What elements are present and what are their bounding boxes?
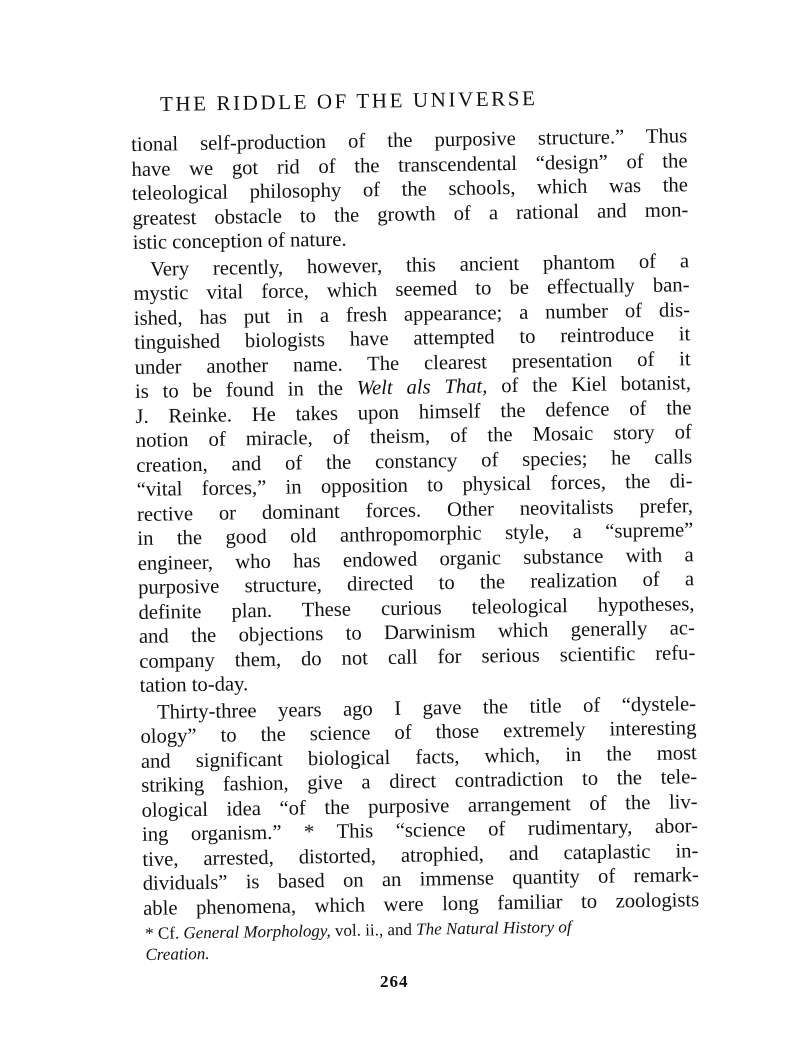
text-line: istic conception of nature.: [132, 228, 347, 254]
text-line: company them, do not call for serious scientific refu-: [139, 641, 696, 673]
text-line: able phenomena, which were long familiar to zoologists: [143, 888, 700, 920]
text-line: ing organism.” * This “science of rudimentary, abor-: [141, 815, 699, 846]
text-segment: is to be found in the: [134, 377, 357, 403]
text-line: notion of miracle, of theism, of the Mosaic story of: [135, 421, 692, 452]
text-line: ology” to the science of those extremely interesting: [140, 717, 697, 748]
text-line: under another name. The clearest presentation of it: [134, 347, 691, 379]
text-line: ished, has put in a fresh appearance; a number of dis-: [133, 298, 691, 330]
footnote-marker: * Cf.: [145, 923, 184, 943]
text-segment: of the Kiel botanist,: [487, 372, 692, 398]
text-line: striking fashion, give a direct contradiction to the tele-: [141, 766, 698, 797]
text-line: have we got rid of the transcendental “design” of the: [131, 149, 688, 181]
text-line: tation to-day.: [139, 673, 249, 697]
footnote-text: vol. ii., and: [330, 919, 417, 941]
body-text: [131, 124, 703, 921]
text-line: dividuals” is based on an immense quantity of remark-: [142, 864, 699, 895]
text-line: mystic vital force, which seemed to be effectually ban-: [133, 274, 690, 305]
text-line: in the good old anthropomorphic style, a “supreme”: [137, 519, 694, 550]
footnote-title-italic: Creation.: [145, 943, 210, 964]
text-line: and significant biological facts, which, in the most: [140, 741, 697, 773]
text-line: creation, and of the constancy of species; he calls: [136, 445, 693, 477]
page-number: 264: [380, 972, 409, 991]
text-line: J. Reinke. He takes upon himself the defence of the: [135, 396, 692, 428]
text-line: Thirty-three years ago I gave the title of “dystele-: [156, 692, 697, 724]
text-line: teleological philosophy of the schools, which was the: [131, 174, 689, 205]
footnote-title-italic: The Natural History of: [416, 917, 572, 939]
text-line: rective or dominant forces. Other neovitalists prefer,: [136, 494, 694, 526]
text-line: engineer, who has endowed organic substance with a: [137, 543, 694, 575]
text-line: tional self-production of the purposive structure.” Thus: [131, 125, 688, 156]
text-line: ological idea “of the purposive arrangement of the liv-: [141, 790, 698, 822]
text-line: greatest obstacle to the growth of a rational and mon-: [132, 198, 689, 230]
footnote: [145, 914, 691, 965]
text-line: “vital forces,” in opposition to physical forces, the di-: [136, 470, 693, 501]
footnote-title-italic: General Morphology,: [183, 921, 331, 943]
text-line: Very recently, however, this ancient phantom of a: [149, 249, 690, 281]
running-head: THE RIDDLE OF THE UNIVERSE: [159, 86, 538, 116]
text-line: and the objections to Darwinism which generally ac-: [138, 617, 696, 648]
text-line: tive, arrested, distorted, atrophied, and cataplastic in-: [142, 839, 699, 871]
text-line: purposive structure, directed to the realization of a: [137, 568, 695, 599]
book-title-italic: Welt als That,: [356, 375, 488, 400]
text-line: tinguished biologists have attempted to reintroduce it: [134, 323, 691, 354]
text-line: definite plan. These curious teleological hypotheses,: [138, 592, 695, 624]
